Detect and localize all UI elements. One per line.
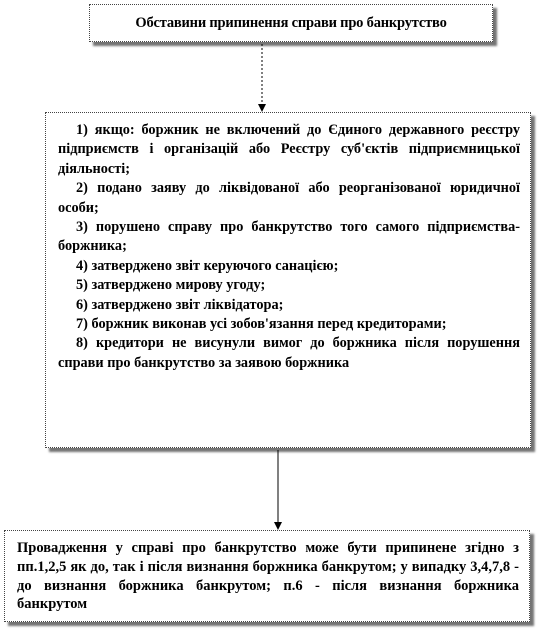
diagram-title: Обставини припинення справи про банкрутство <box>135 14 447 31</box>
arrowhead-2 <box>274 522 282 530</box>
condition-number: 7) <box>76 316 88 333</box>
condition-number: 5) <box>76 277 88 294</box>
condition-text: якщо: боржник не включений до Єдиного державного реєстру підприємств і організацій або Реєстру суб'єктів підприємницької діяльності; <box>58 122 520 177</box>
condition-text: подано заяву до ліквідованої або реорганізованої юридичної особи; <box>58 180 520 216</box>
condition-number: 6) <box>76 296 88 313</box>
condition-number: 4) <box>76 257 88 274</box>
result-box <box>4 530 530 622</box>
condition-number: 8) <box>76 335 88 352</box>
condition-number: 3) <box>76 219 88 236</box>
condition-item <box>58 315 520 334</box>
condition-item <box>58 218 520 257</box>
condition-item <box>58 276 520 295</box>
condition-number: 2) <box>76 180 88 197</box>
condition-item <box>58 334 520 373</box>
condition-text: боржник виконав усі зобов'язання перед кредиторами; <box>91 316 447 333</box>
condition-text: затверджено звіт ліквідатора; <box>91 296 284 313</box>
condition-number: 1) <box>76 122 88 138</box>
condition-item <box>58 179 520 218</box>
condition-item <box>58 296 520 315</box>
arrowhead-1 <box>258 104 266 112</box>
conditions-box <box>45 112 531 448</box>
condition-item <box>58 121 520 179</box>
condition-text: кредитори не висунули вимог до боржника після порушення справи про банкрутство за заявою боржника <box>58 335 520 371</box>
condition-text: затверджено звіт керуючого санацією; <box>91 257 339 274</box>
title-box <box>89 4 493 42</box>
result-text: Провадження у справі про банкрутство може бути припинене згідно з пп.1,2,5 як до, так і після визнання боржника банкрутом; у випадку 3,4,7,8 - до визнання боржника банкрутом; п.6 - після визнання боржника банкрутом <box>17 540 519 613</box>
condition-text: порушено справу про банкрутство того самого підприємства-боржника; <box>58 219 520 255</box>
condition-text: затверджено мирову угоду; <box>91 277 266 294</box>
condition-item <box>58 257 520 276</box>
